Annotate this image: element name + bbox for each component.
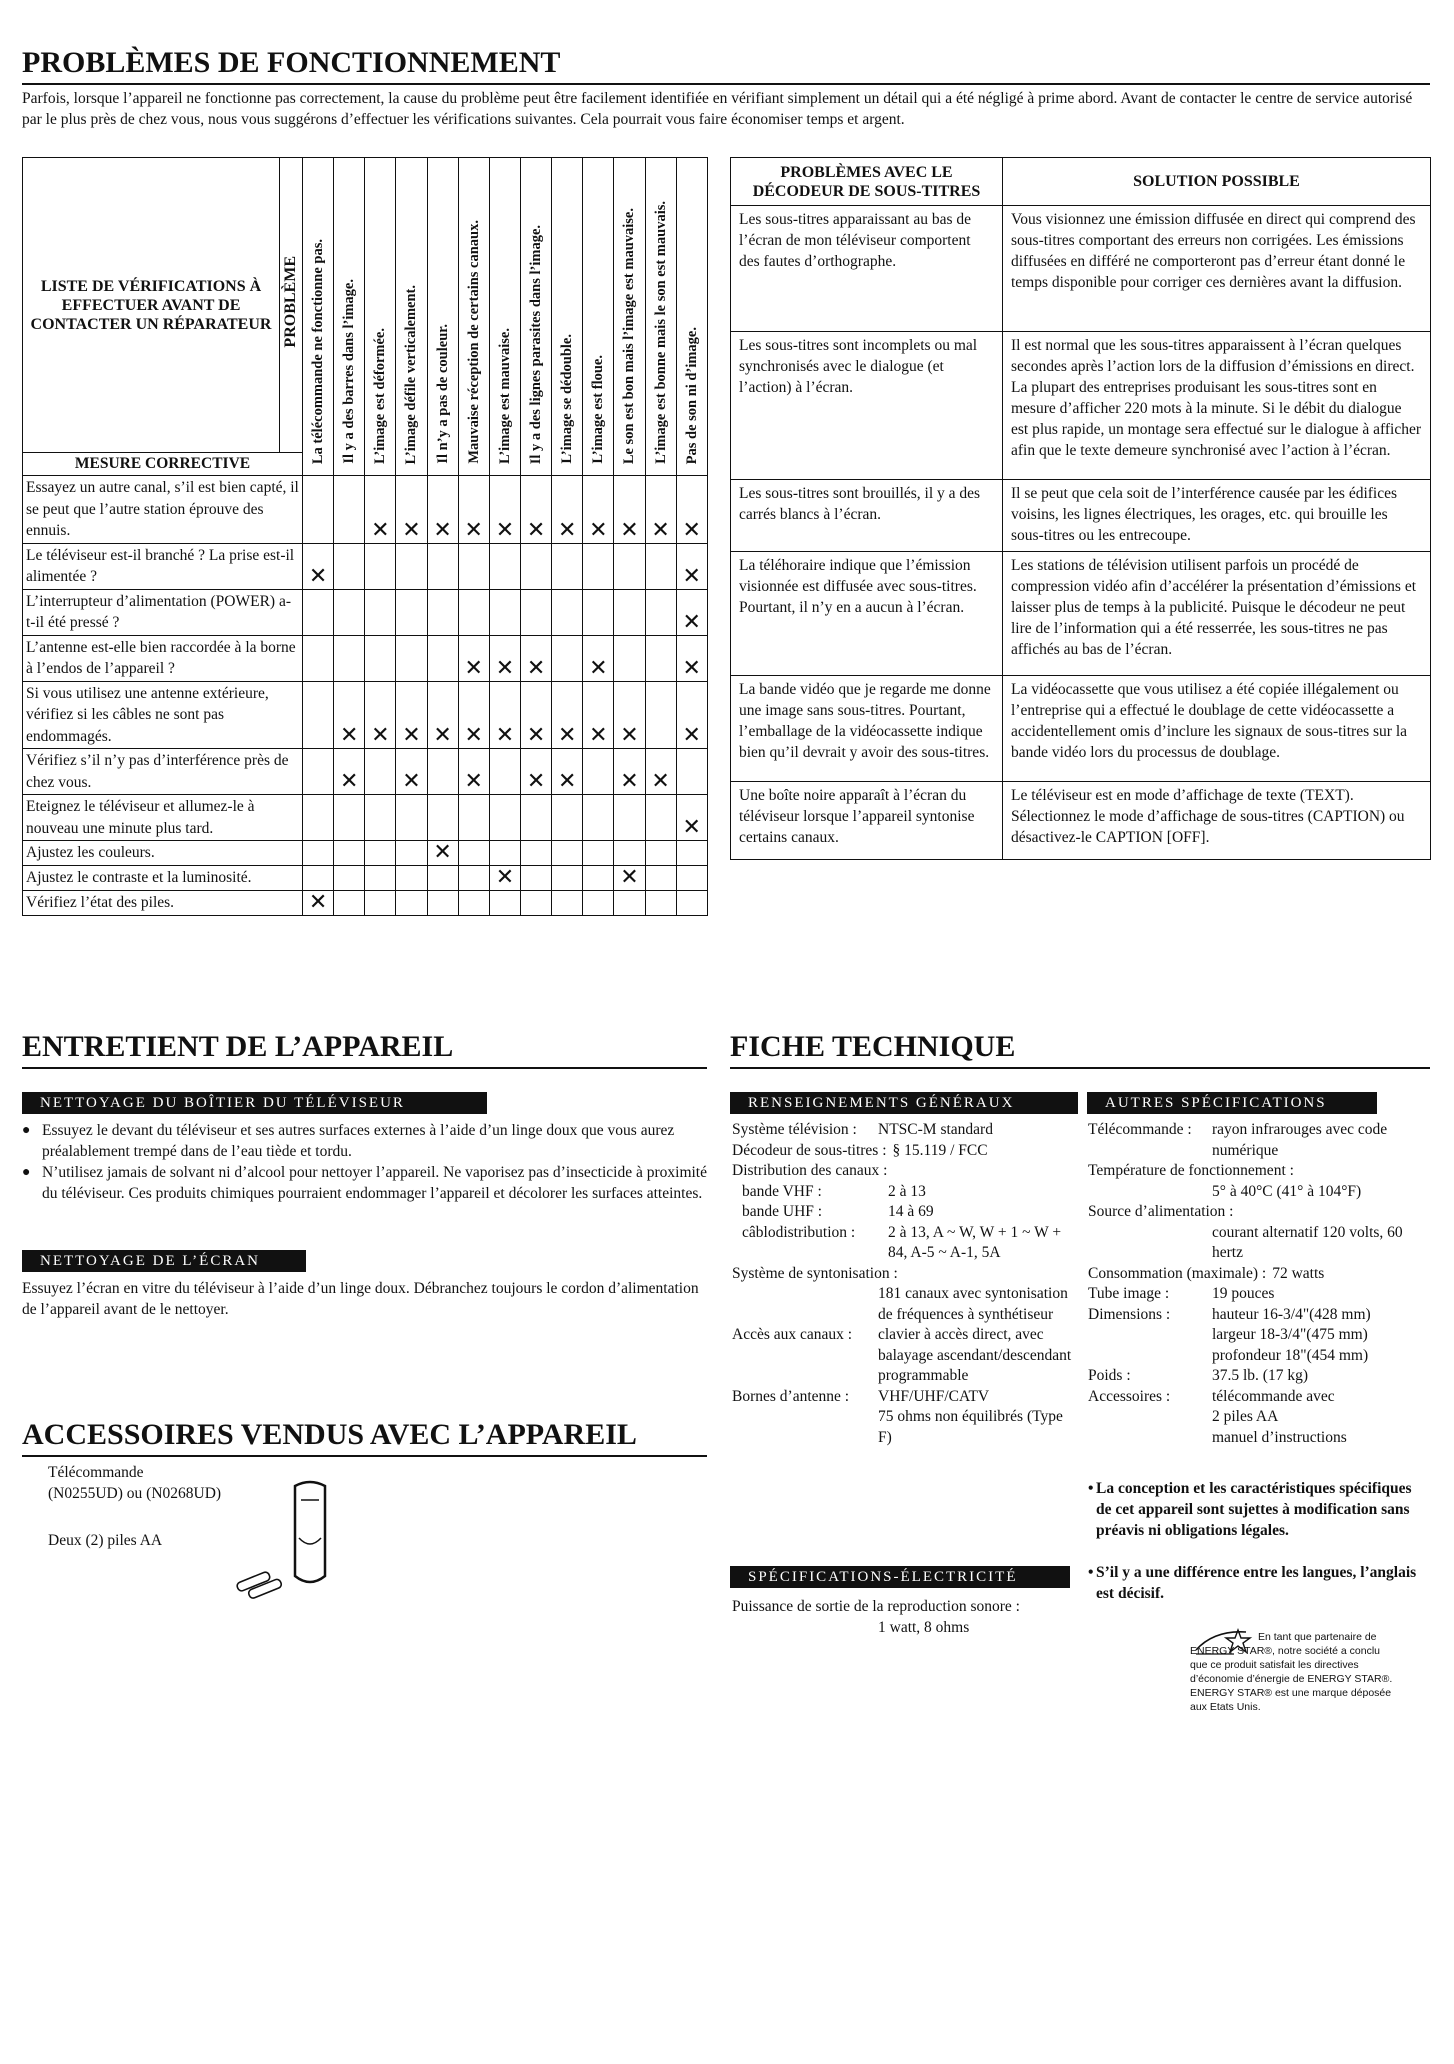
empty-cell bbox=[303, 681, 334, 749]
empty-cell bbox=[645, 681, 676, 749]
remote-control-icon bbox=[285, 1478, 335, 1590]
design-change-note: • La conception et les caractéristiques spécifiques de cet appareil sont sujettes à modification sans préavis ni obligations légales. bbox=[1088, 1480, 1412, 1539]
empty-cell bbox=[552, 795, 583, 841]
empty-cell bbox=[303, 749, 334, 795]
empty-cell bbox=[645, 841, 676, 866]
subtitle-problem: Une boîte noire apparaît à l’écran du téléviseur lorsque l’appareil syntonise certains canaux. bbox=[731, 782, 1003, 860]
empty-cell bbox=[583, 795, 614, 841]
empty-cell bbox=[583, 543, 614, 589]
empty-cell bbox=[458, 795, 489, 841]
empty-cell bbox=[676, 891, 707, 916]
general-specs-bar: RENSEIGNEMENTS GÉNÉRAUX bbox=[730, 1092, 1078, 1114]
spec-label bbox=[1088, 1346, 1212, 1367]
table-row bbox=[23, 476, 708, 544]
spec-row bbox=[732, 1264, 1072, 1285]
empty-cell bbox=[552, 635, 583, 681]
problem-column-header: Il y a des barres dans l’image. bbox=[334, 158, 365, 476]
problem-column-header: L’image défile verticalement. bbox=[396, 158, 427, 476]
empty-cell bbox=[303, 476, 334, 544]
empty-cell bbox=[303, 841, 334, 866]
probleme-label: PROBLÈME bbox=[280, 158, 303, 453]
table-row bbox=[23, 543, 708, 589]
table-row bbox=[731, 206, 1431, 332]
problem-column-header: L’image se dédouble. bbox=[552, 158, 583, 476]
check-mark: ✕ bbox=[614, 476, 645, 544]
spec-label bbox=[1088, 1223, 1212, 1264]
spec-row bbox=[1088, 1305, 1430, 1326]
spec-label: Système de syntonisation : bbox=[732, 1264, 898, 1282]
empty-cell bbox=[427, 635, 458, 681]
check-mark: ✕ bbox=[427, 841, 458, 866]
spec-row bbox=[1088, 1428, 1430, 1449]
empty-cell bbox=[303, 866, 334, 891]
empty-cell bbox=[396, 589, 427, 635]
spec-row bbox=[732, 1182, 1072, 1203]
spec-value: 19 pouces bbox=[1212, 1285, 1275, 1302]
check-mark: ✕ bbox=[458, 635, 489, 681]
table-row bbox=[23, 749, 708, 795]
table-row bbox=[731, 552, 1431, 676]
empty-cell bbox=[365, 841, 396, 866]
empty-cell bbox=[520, 589, 551, 635]
list-item: ● Essuyez le devant du téléviseur et ses autres surfaces externes à l’aide d’un linge doux que vous aurez préalablement trempé dans de l’eau tiède et tordu. bbox=[22, 1122, 675, 1160]
check-mark: ✕ bbox=[303, 543, 334, 589]
check-mark: ✕ bbox=[303, 891, 334, 916]
spec-label: Dimensions : bbox=[1088, 1305, 1171, 1323]
cabinet-cleaning-bar: NETTOYAGE DU BOÎTIER DU TÉLÉVISEUR bbox=[22, 1092, 487, 1114]
check-mark: ✕ bbox=[489, 681, 520, 749]
check-mark: ✕ bbox=[583, 635, 614, 681]
spec-label: Télécommande : bbox=[1088, 1121, 1192, 1138]
subtitle-problem: La bande vidéo que je regarde me donne une image sans sous-titres. Pourtant, l’emballage de la vidéocassette indique bien qu’il devrait y avoir des sous-titres. bbox=[731, 676, 1003, 782]
spec-label: Température de fonctionnement : bbox=[1088, 1162, 1294, 1179]
accessories-title: ACCESSOIRES VENDUS AVEC L’APPAREIL bbox=[22, 1418, 707, 1457]
empty-cell bbox=[396, 543, 427, 589]
spec-value bbox=[904, 1264, 1072, 1285]
spec-value: 2 piles AA bbox=[1212, 1408, 1279, 1425]
screen-cleaning-bar: NETTOYAGE DE L’ÉCRAN bbox=[22, 1250, 306, 1272]
empty-cell bbox=[552, 589, 583, 635]
spec-value: 5° à 40°C (41° à 104°F) bbox=[1212, 1182, 1362, 1200]
empty-cell bbox=[552, 866, 583, 891]
subtitle-solution: Il est normal que les sous-titres apparaissent à l’écran quelques secondes après l’action lors de la diffusion d’émissions en direct. La plupart des entreprises produisant les sous-titres sont en mesure d’afficher 220 mots à la minute. Si le débit du dialogue est plus rapide, un montage sera effectué sur le dialogue à afficher afin que le texte demeure synchronisé avec l’action à l’écran. bbox=[1003, 332, 1431, 480]
spec-value: VHF/UHF/CATV bbox=[878, 1387, 990, 1405]
check-mark: ✕ bbox=[676, 681, 707, 749]
problem-column-header: L’image est floue. bbox=[583, 158, 614, 476]
check-mark: ✕ bbox=[365, 681, 396, 749]
spec-value: 37.5 lb. (17 kg) bbox=[1212, 1367, 1309, 1384]
spec-row bbox=[732, 1141, 1072, 1162]
spec-row bbox=[732, 1161, 1072, 1182]
empty-cell bbox=[645, 589, 676, 635]
spec-label bbox=[732, 1407, 878, 1448]
empty-cell bbox=[614, 841, 645, 866]
spec-value: largeur 18-3/4"(475 mm) bbox=[1212, 1326, 1368, 1343]
spec-row bbox=[1088, 1407, 1430, 1428]
empty-cell bbox=[645, 543, 676, 589]
empty-cell bbox=[614, 543, 645, 589]
empty-cell bbox=[334, 841, 365, 866]
problem-column-header: Pas de son ni d’image. bbox=[676, 158, 707, 476]
subtitle-problem: Les sous-titres sont incomplets ou mal synchronisés avec le dialogue (et l’action) à l’écran. bbox=[731, 332, 1003, 480]
electrical-specs: Puissance de sortie de la reproduction sonore : 1 watt, 8 ohms bbox=[732, 1598, 1020, 1636]
check-mark: ✕ bbox=[614, 681, 645, 749]
subtitle-solution: Vous visionnez une émission diffusée en direct qui comprend des sous-titres comportant des erreurs non corrigées. Les émissions diffusées en différé ne comporteront pas d’erreur étant donné le temps disponible pour corriger ces dernières avant la diffusion. bbox=[1003, 206, 1431, 332]
empty-cell bbox=[427, 589, 458, 635]
problems-intro: Parfois, lorsque l’appareil ne fonctionne pas correctement, la cause du problème peut être facilement identifiée en vérifiant simplement un détail qui a été négligé à prime abord. Avant de contacter le centre de service autorisé par le plus près de chez vous, nous vous suggérons d’effectuer les vérifications suivantes. Cela pourrait vous faire économiser temps et argent. bbox=[22, 90, 1413, 128]
spec-row bbox=[1088, 1387, 1430, 1408]
empty-cell bbox=[645, 891, 676, 916]
empty-cell bbox=[614, 635, 645, 681]
empty-cell bbox=[334, 795, 365, 841]
problem-column-header: Mauvaise réception de certains canaux. bbox=[458, 158, 489, 476]
empty-cell bbox=[334, 589, 365, 635]
spec-label: Décodeur de sous-titres : bbox=[732, 1141, 887, 1159]
corrective-measure: Vérifiez s’il n’y pas d’interférence près de chez vous. bbox=[23, 749, 303, 795]
check-mark: ✕ bbox=[458, 749, 489, 795]
check-mark: ✕ bbox=[645, 476, 676, 544]
spec-value: 14 à 69 bbox=[888, 1203, 934, 1220]
check-mark: ✕ bbox=[520, 635, 551, 681]
empty-cell bbox=[396, 866, 427, 891]
empty-cell bbox=[489, 589, 520, 635]
empty-cell bbox=[396, 841, 427, 866]
check-mark: ✕ bbox=[676, 476, 707, 544]
spec-value: 75 ohms non équilibrés (Type F) bbox=[878, 1408, 1063, 1446]
empty-cell bbox=[427, 866, 458, 891]
empty-cell bbox=[427, 749, 458, 795]
table-row bbox=[23, 841, 708, 866]
batteries-icon bbox=[232, 1568, 292, 1600]
spec-label bbox=[732, 1284, 878, 1325]
spec-row bbox=[732, 1284, 1072, 1325]
table-row bbox=[23, 891, 708, 916]
check-mark: ✕ bbox=[489, 866, 520, 891]
empty-cell bbox=[614, 891, 645, 916]
empty-cell bbox=[676, 749, 707, 795]
spec-row bbox=[1088, 1202, 1430, 1223]
table-row bbox=[23, 681, 708, 749]
empty-cell bbox=[303, 635, 334, 681]
corrective-measure: Essayez un autre canal, s’il est bien capté, il se peut que l’autre station éprouve des ennuis. bbox=[23, 476, 303, 544]
empty-cell bbox=[458, 589, 489, 635]
maintenance-title: ENTRETIENT DE L’APPAREIL bbox=[22, 1030, 707, 1069]
check-mark: ✕ bbox=[396, 476, 427, 544]
subtitle-solution: La vidéocassette que vous utilisez a été copiée illégalement ou l’entreprise qui a effectué le doublage de cette vidéocassette a accidentellement omis d’inclure les signaux de sous-titres sur la bande vidéo lors du processus de doublage. bbox=[1003, 676, 1431, 782]
corrective-measure: Ajustez les couleurs. bbox=[23, 841, 303, 866]
corrective-measure: Le téléviseur est-il branché ? La prise est-il alimentée ? bbox=[23, 543, 303, 589]
accessory-remote: Télécommande (N0255UD) ou (N0268UD) bbox=[48, 1464, 222, 1502]
other-specs-list bbox=[1088, 1120, 1430, 1448]
problem-column-header: Il n’y a pas de couleur. bbox=[427, 158, 458, 476]
empty-cell bbox=[489, 891, 520, 916]
subtitle-solution: Les stations de télévision utilisent parfois un procédé de compression vidéo afin d’accélérer la présentation d’émissions et laisser plus de temps à la publicité. Puisque le décodeur ne peut lire de l’information qui a été resserrée, les sous-titres ne pas affichés au bas de l’écran. bbox=[1003, 552, 1431, 676]
empty-cell bbox=[427, 891, 458, 916]
empty-cell bbox=[365, 635, 396, 681]
check-mark: ✕ bbox=[334, 749, 365, 795]
spec-label: Accès aux canaux : bbox=[732, 1326, 853, 1343]
spec-row bbox=[732, 1387, 1072, 1408]
empty-cell bbox=[489, 841, 520, 866]
subtitle-solution-header: SOLUTION POSSIBLE bbox=[1003, 158, 1431, 206]
spec-value bbox=[1300, 1161, 1430, 1182]
spec-row bbox=[1088, 1223, 1430, 1264]
spec-row bbox=[732, 1325, 1072, 1387]
empty-cell bbox=[614, 795, 645, 841]
spec-label: Distribution des canaux : bbox=[732, 1162, 888, 1179]
check-mark: ✕ bbox=[676, 635, 707, 681]
empty-cell bbox=[676, 841, 707, 866]
spec-label: Bornes d’antenne : bbox=[732, 1387, 850, 1405]
check-mark: ✕ bbox=[614, 749, 645, 795]
check-mark: ✕ bbox=[676, 589, 707, 635]
table-row bbox=[23, 866, 708, 891]
spec-label: bande VHF : bbox=[742, 1182, 822, 1200]
empty-cell bbox=[489, 795, 520, 841]
problems-title: PROBLÈMES DE FONCTIONNEMENT bbox=[22, 46, 1430, 85]
cabinet-cleaning-list bbox=[22, 1120, 707, 1204]
subtitle-solution: Le téléviseur est en mode d’affichage de texte (TEXT). Sélectionnez le mode d’affichage de sous-titres (CAPTION) ou désactivez-le CAPTION [OFF]. bbox=[1003, 782, 1431, 860]
check-mark: ✕ bbox=[396, 749, 427, 795]
spec-value: NTSC-M standard bbox=[878, 1121, 993, 1138]
empty-cell bbox=[458, 841, 489, 866]
table-row bbox=[23, 795, 708, 841]
language-note: • S’il y a une différence entre les langues, l’anglais est décisif. bbox=[1088, 1564, 1417, 1602]
spec-row bbox=[732, 1202, 1072, 1223]
check-mark: ✕ bbox=[583, 476, 614, 544]
spec-row bbox=[1088, 1346, 1430, 1367]
subtitle-problems-table bbox=[730, 157, 1431, 860]
problem-column-header: L’image est déformée. bbox=[365, 158, 396, 476]
spec-value: courant alternatif 120 volts, 60 hertz bbox=[1212, 1223, 1403, 1261]
spec-label: câblodistribution : bbox=[742, 1223, 856, 1241]
empty-cell bbox=[365, 795, 396, 841]
spec-value: 72 watts bbox=[1272, 1264, 1325, 1282]
mesure-corrective-label: MESURE CORRECTIVE bbox=[23, 453, 303, 476]
spec-value: 2 à 13, A ~ W, W + 1 ~ W + 84, A-5 ~ A-1, 5A bbox=[888, 1223, 1062, 1261]
spec-value: rayon infrarouges avec code numérique bbox=[1212, 1121, 1388, 1159]
empty-cell bbox=[676, 866, 707, 891]
spec-value bbox=[1240, 1202, 1431, 1223]
empty-cell bbox=[334, 891, 365, 916]
empty-cell bbox=[520, 841, 551, 866]
spec-value: hauteur 16-3/4"(428 mm) bbox=[1212, 1305, 1371, 1323]
empty-cell bbox=[334, 476, 365, 544]
troubleshooting-table bbox=[22, 157, 708, 916]
empty-cell bbox=[520, 866, 551, 891]
check-mark: ✕ bbox=[427, 476, 458, 544]
check-mark: ✕ bbox=[396, 681, 427, 749]
empty-cell bbox=[645, 635, 676, 681]
check-mark: ✕ bbox=[552, 749, 583, 795]
spec-label: Accessoires : bbox=[1088, 1387, 1171, 1405]
subtitle-solution: Il se peut que cela soit de l’interférence causée par les édifices voisins, les lignes électriques, les orages, etc. qui brouille les sous-titres ou les entrecoupe. bbox=[1003, 480, 1431, 552]
empty-cell bbox=[583, 866, 614, 891]
empty-cell bbox=[583, 841, 614, 866]
checklist-title: LISTE DE VÉRIFICATIONS À EFFECTUER AVANT DE CONTACTER UN RÉPARATEUR bbox=[23, 158, 280, 453]
empty-cell bbox=[334, 543, 365, 589]
check-mark: ✕ bbox=[676, 543, 707, 589]
corrective-measure: Eteignez le téléviseur et allumez-le à nouveau une minute plus tard. bbox=[23, 795, 303, 841]
subtitle-problem: Les sous-titres apparaissant au bas de l’écran de mon téléviseur comportent des fautes d’orthographe. bbox=[731, 206, 1003, 332]
spec-value bbox=[893, 1161, 1072, 1182]
spec-row bbox=[1088, 1264, 1430, 1285]
empty-cell bbox=[458, 866, 489, 891]
check-mark: ✕ bbox=[427, 681, 458, 749]
spec-label bbox=[1088, 1325, 1212, 1346]
empty-cell bbox=[645, 866, 676, 891]
subtitle-problem: Les sous-titres sont brouillés, il y a des carrés blancs à l’écran. bbox=[731, 480, 1003, 552]
spec-label: Tube image : bbox=[1088, 1285, 1170, 1302]
spec-label: Source d’alimentation : bbox=[1088, 1203, 1234, 1220]
empty-cell bbox=[552, 891, 583, 916]
spec-label: bande UHF : bbox=[742, 1203, 823, 1220]
empty-cell bbox=[396, 795, 427, 841]
spec-label: Consommation (maximale) : bbox=[1088, 1264, 1267, 1282]
corrective-measure: Si vous utilisez une antenne extérieure, vérifiez si les câbles ne sont pas endommagés. bbox=[23, 681, 303, 749]
spec-label: Poids : bbox=[1088, 1367, 1131, 1384]
subtitle-problem: La téléhoraire indique que l’émission visionnée est diffusée avec sous-titres. Pourtant, il n’y en a aucun à l’écran. bbox=[731, 552, 1003, 676]
spec-label bbox=[1088, 1407, 1212, 1428]
spec-value: clavier à accès direct, avec balayage ascendant/descendant programmable bbox=[878, 1326, 1072, 1384]
empty-cell bbox=[303, 589, 334, 635]
problem-column-header: La télécommande ne fonctionne pas. bbox=[303, 158, 334, 476]
spec-row bbox=[1088, 1161, 1430, 1182]
empty-cell bbox=[365, 891, 396, 916]
empty-cell bbox=[583, 589, 614, 635]
check-mark: ✕ bbox=[614, 866, 645, 891]
check-mark: ✕ bbox=[520, 749, 551, 795]
empty-cell bbox=[427, 543, 458, 589]
spec-value: 2 à 13 bbox=[888, 1182, 926, 1200]
problem-column-header: Le son est bon mais l’image est mauvaise. bbox=[614, 158, 645, 476]
empty-cell bbox=[583, 749, 614, 795]
check-mark: ✕ bbox=[676, 795, 707, 841]
empty-cell bbox=[614, 589, 645, 635]
empty-cell bbox=[489, 543, 520, 589]
accessory-batteries: Deux (2) piles AA bbox=[48, 1532, 163, 1549]
check-mark: ✕ bbox=[334, 681, 365, 749]
check-mark: ✕ bbox=[645, 749, 676, 795]
empty-cell bbox=[365, 866, 396, 891]
spec-row bbox=[1088, 1182, 1430, 1203]
empty-cell bbox=[583, 891, 614, 916]
check-mark: ✕ bbox=[489, 476, 520, 544]
spec-row bbox=[732, 1223, 1072, 1264]
spec-row bbox=[1088, 1325, 1430, 1346]
empty-cell bbox=[458, 543, 489, 589]
empty-cell bbox=[552, 841, 583, 866]
empty-cell bbox=[334, 635, 365, 681]
spec-label bbox=[1088, 1428, 1212, 1449]
check-mark: ✕ bbox=[458, 681, 489, 749]
corrective-measure: L’antenne est-elle bien raccordée à la borne à l’endos de l’appareil ? bbox=[23, 635, 303, 681]
empty-cell bbox=[645, 795, 676, 841]
spec-value: § 15.119 / FCC bbox=[892, 1141, 988, 1159]
empty-cell bbox=[396, 635, 427, 681]
empty-cell bbox=[520, 795, 551, 841]
check-mark: ✕ bbox=[520, 681, 551, 749]
empty-cell bbox=[520, 891, 551, 916]
spec-value: 181 canaux avec syntonisation de fréquences à synthétiseur bbox=[878, 1285, 1068, 1323]
general-specs-list bbox=[732, 1120, 1072, 1448]
check-mark: ✕ bbox=[458, 476, 489, 544]
check-mark: ✕ bbox=[552, 681, 583, 749]
corrective-measure: Ajustez le contraste et la luminosité. bbox=[23, 866, 303, 891]
spec-value: profondeur 18"(454 mm) bbox=[1212, 1346, 1369, 1364]
spec-row bbox=[1088, 1284, 1430, 1305]
corrective-measure: Vérifiez l’état des piles. bbox=[23, 891, 303, 916]
spec-label: Système télévision : bbox=[732, 1121, 857, 1138]
empty-cell bbox=[365, 543, 396, 589]
spec-row bbox=[732, 1407, 1072, 1448]
empty-cell bbox=[489, 749, 520, 795]
specs-title: FICHE TECHNIQUE bbox=[730, 1030, 1430, 1069]
spec-row bbox=[1088, 1366, 1430, 1387]
list-item: ● N’utilisez jamais de solvant ni d’alcool pour nettoyer l’appareil. Ne vaporisez pas d’insecticide à proximité du téléviseur. Ces produits chimiques pourraient endommager l’appareil et décolorer les surfaces atteintes. bbox=[22, 1164, 707, 1202]
empty-cell bbox=[334, 866, 365, 891]
spec-value: manuel d’instructions bbox=[1212, 1428, 1347, 1446]
spec-label bbox=[1088, 1182, 1212, 1203]
electrical-specs-bar: SPÉCIFICATIONS-ÉLECTRICITÉ bbox=[730, 1566, 1070, 1588]
table-row bbox=[23, 635, 708, 681]
subtitle-problem-header: PROBLÈMES AVEC LE DÉCODEUR DE SOUS-TITRES bbox=[731, 158, 1003, 206]
check-mark: ✕ bbox=[552, 476, 583, 544]
corrective-measure: L’interrupteur d’alimentation (POWER) a-t-il été pressé ? bbox=[23, 589, 303, 635]
empty-cell bbox=[365, 589, 396, 635]
check-mark: ✕ bbox=[583, 681, 614, 749]
empty-cell bbox=[458, 891, 489, 916]
check-mark: ✕ bbox=[365, 476, 396, 544]
check-mark: ✕ bbox=[489, 635, 520, 681]
spec-value: télécommande avec bbox=[1212, 1387, 1335, 1405]
problem-column-header: Il y a des lignes parasites dans l’image. bbox=[520, 158, 551, 476]
empty-cell bbox=[520, 543, 551, 589]
spec-row bbox=[732, 1120, 1072, 1141]
spec-row bbox=[1088, 1120, 1430, 1161]
table-row bbox=[731, 782, 1431, 860]
empty-cell bbox=[365, 749, 396, 795]
empty-cell bbox=[396, 891, 427, 916]
table-row bbox=[23, 589, 708, 635]
energy-star-text: En tant que partenaire de ENERGY STAR®, notre société a conclu que ce produit satisfait les directives d’économie d’énergie de ENERGY STAR®. ENERGY STAR® est une marque déposée aux Etats Unis. bbox=[1190, 1631, 1393, 1713]
problem-column-header: L’image est mauvaise. bbox=[489, 158, 520, 476]
problem-column-header: L’image est bonne mais le son est mauvais. bbox=[645, 158, 676, 476]
empty-cell bbox=[427, 795, 458, 841]
table-row bbox=[731, 332, 1431, 480]
other-specs-bar: AUTRES SPÉCIFICATIONS bbox=[1087, 1092, 1377, 1114]
empty-cell bbox=[303, 795, 334, 841]
check-mark: ✕ bbox=[520, 476, 551, 544]
empty-cell bbox=[552, 543, 583, 589]
screen-cleaning-text: Essuyez l’écran en vitre du téléviseur à l’aide d’un linge doux. Débranchez toujours le cordon d’alimentation de l’appareil avant de le nettoyer. bbox=[22, 1280, 699, 1318]
table-row bbox=[731, 676, 1431, 782]
table-row bbox=[731, 480, 1431, 552]
